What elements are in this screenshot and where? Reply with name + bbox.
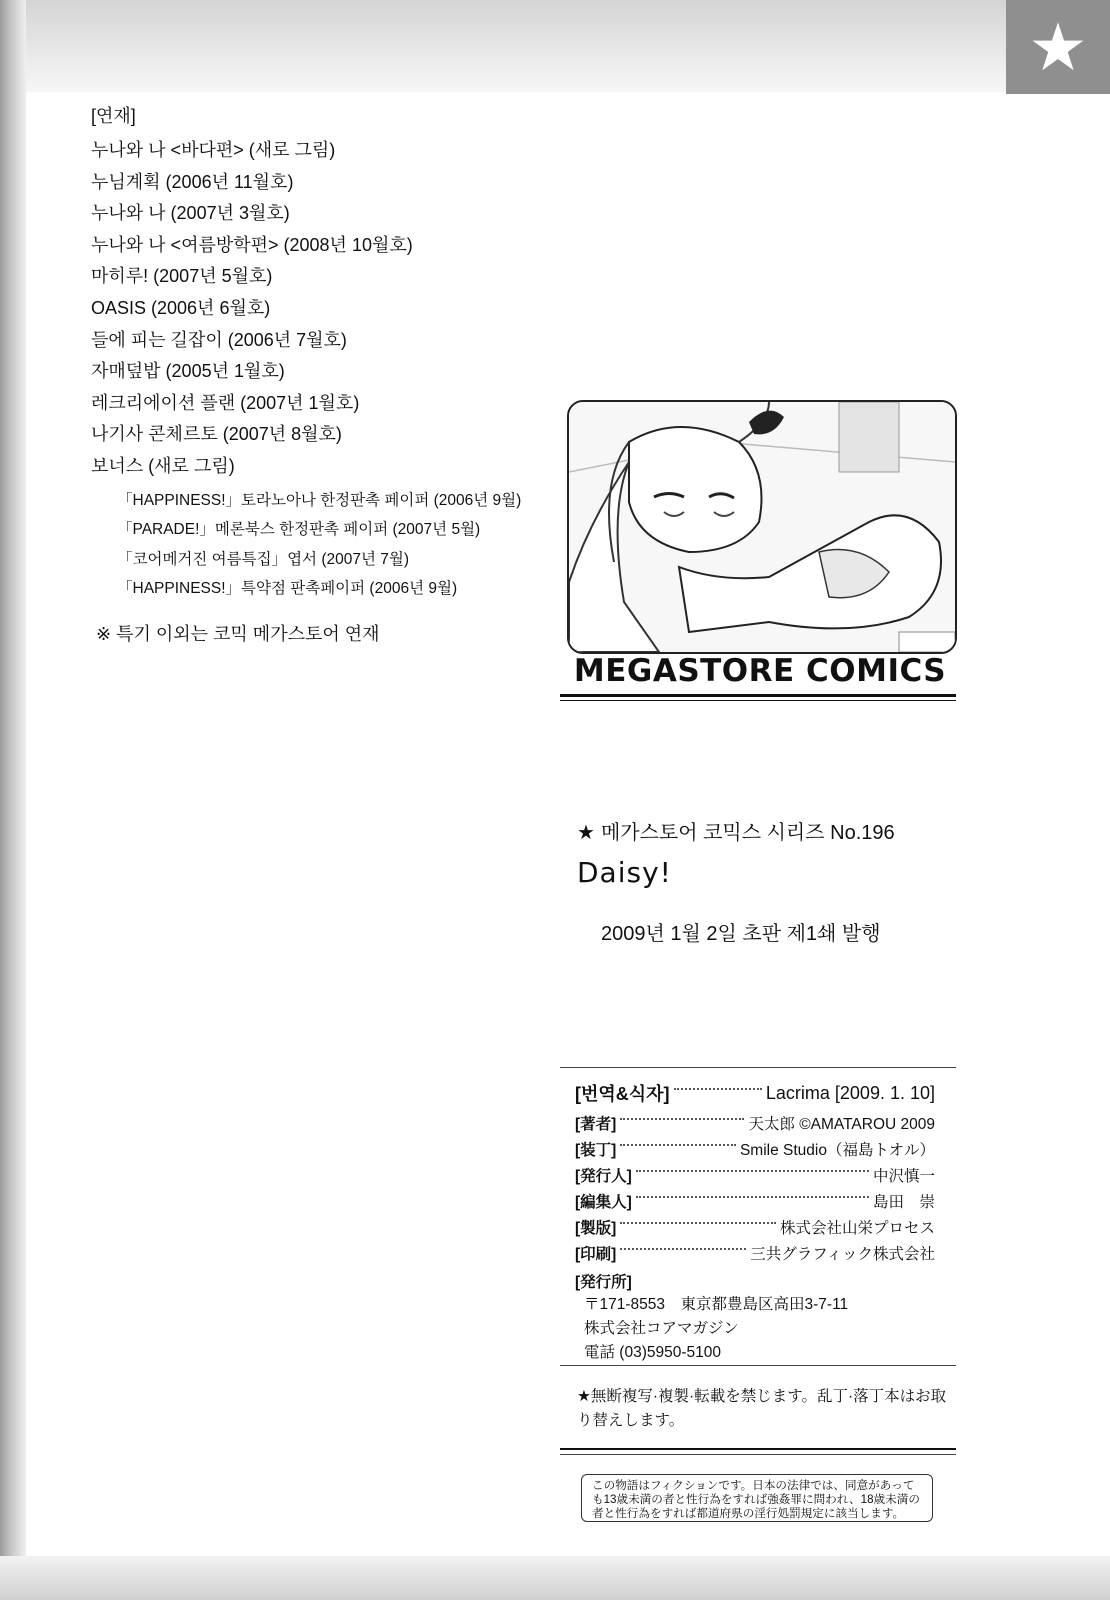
publisher-heading: [発行所] bbox=[575, 1274, 632, 1291]
cover-illustration bbox=[567, 400, 957, 654]
leader-dots bbox=[636, 1170, 869, 1172]
credit-row-translation bbox=[575, 1076, 935, 1110]
bonus-item: 「PARADE!」메론북스 한정판촉 페이퍼 (2007년 5월) bbox=[117, 521, 481, 539]
credit-row bbox=[575, 1240, 935, 1266]
divider bbox=[560, 1454, 956, 1455]
credit-key: [번역&식자] bbox=[575, 1084, 670, 1104]
credit-key: [製版] bbox=[575, 1220, 617, 1237]
credit-value: 株式会社山栄プロセス bbox=[779, 1220, 935, 1237]
divider bbox=[560, 694, 956, 697]
publisher-phone: 電話 (03)5950-5100 bbox=[584, 1344, 721, 1361]
credit-value: Lacrima [2009. 1. 10] bbox=[765, 1082, 935, 1103]
publisher-name: 株式会社コアマガジン bbox=[584, 1320, 739, 1337]
credit-value: 三共グラフィック株式会社 bbox=[750, 1246, 935, 1263]
list-item: 레크리에이션 플랜 (2007년 1월호) bbox=[91, 392, 360, 413]
publisher-address: 〒171-8553 東京都豊島区高田3-7-11 bbox=[584, 1296, 849, 1313]
credit-key: [発行人] bbox=[575, 1168, 632, 1185]
bonus-item: 「HAPPINESS!」특약점 판촉페이퍼 (2006년 9월) bbox=[117, 580, 458, 598]
scan-bottom-edge bbox=[0, 1556, 1110, 1600]
credit-value: 天太郎 ©AMATAROU 2009 bbox=[748, 1116, 935, 1133]
list-item: 마히루! (2007년 5월호) bbox=[91, 266, 273, 287]
list-item: 나기사 콘체르토 (2007년 8월호) bbox=[91, 424, 342, 445]
credit-key: [装丁] bbox=[575, 1142, 617, 1159]
list-item: 누님계획 (2006년 11월호) bbox=[91, 171, 294, 192]
credit-value: Smile Studio（福島トオル） bbox=[739, 1142, 935, 1159]
series-label: 메가스토어 코믹스 시리즈 No.196 bbox=[600, 822, 895, 844]
divider bbox=[560, 1448, 956, 1450]
credits-block bbox=[575, 1076, 935, 1364]
star-icon: ★ bbox=[577, 822, 595, 844]
list-item: 누나와 나 <바다편> (새로 그림) bbox=[91, 140, 336, 160]
leader-dots bbox=[636, 1196, 869, 1198]
issue-date: 2009년 1월 2일 초판 제1쇄 발행 bbox=[601, 923, 881, 945]
star-icon: ★ bbox=[1028, 10, 1088, 84]
megastore-comics-logo: MEGASTORE COMICS bbox=[573, 653, 947, 689]
list-item: 누나와 나 (2007년 3월호) bbox=[91, 203, 290, 224]
leader-dots bbox=[620, 1222, 776, 1224]
divider bbox=[560, 700, 956, 701]
list-item: 들에 피는 길잡이 (2006년 7월호) bbox=[91, 329, 347, 350]
corner-star-badge bbox=[1006, 0, 1110, 94]
series-line bbox=[577, 816, 895, 845]
list-item: 보너스 (새로 그림) bbox=[91, 455, 235, 476]
divider bbox=[560, 1067, 956, 1068]
leader-dots bbox=[674, 1088, 762, 1090]
credit-key: [著者] bbox=[575, 1116, 617, 1133]
credit-row bbox=[575, 1136, 935, 1162]
credit-row bbox=[575, 1214, 935, 1240]
bonus-item: 「HAPPINESS!」토라노아나 한정판촉 페이퍼 (2006년 9월) bbox=[117, 491, 522, 509]
copyright-warning: ★無断複写·複製·転載を禁じます。乱丁·落丁本はお取り替えします。 bbox=[577, 1388, 947, 1429]
scan-top-edge bbox=[0, 0, 1010, 92]
credit-row bbox=[575, 1110, 935, 1136]
list-item: 누나와 나 <여름방학편> (2008년 10월호) bbox=[91, 234, 413, 255]
cover-artwork bbox=[569, 402, 955, 652]
serialization-list bbox=[91, 102, 561, 604]
leader-dots bbox=[620, 1248, 746, 1250]
book-title: Daisy! bbox=[577, 856, 672, 889]
credit-key: [編集人] bbox=[575, 1194, 632, 1211]
scan-left-edge bbox=[0, 0, 26, 1600]
list-item: OASIS (2006년 6월호) bbox=[91, 297, 271, 318]
credit-value: 中沢慎一 bbox=[872, 1168, 935, 1185]
leader-dots bbox=[620, 1144, 736, 1146]
credit-row bbox=[575, 1188, 935, 1214]
credit-key: [印刷] bbox=[575, 1246, 617, 1263]
leader-dots bbox=[620, 1118, 744, 1120]
serialization-heading: [연재] bbox=[91, 106, 136, 126]
divider bbox=[560, 1365, 956, 1366]
fiction-notice: この物語はフィクションです。日本の法律では、同意があっても13歳未満の者と性行為をすれば強姦罪に問われ、18歳未満の者と性行為をすれば都道府県の淫行処罰規定に該当します。 bbox=[581, 1474, 933, 1522]
list-item: 자매덮밥 (2005년 1월호) bbox=[91, 361, 285, 382]
credit-value: 島田 崇 bbox=[872, 1194, 935, 1211]
serialization-note: ※ 특기 이외는 코믹 메가스토어 연재 bbox=[96, 624, 380, 644]
credit-row bbox=[575, 1162, 935, 1188]
bonus-item: 「코어메거진 여름특집」엽서 (2007년 7월) bbox=[117, 550, 409, 568]
